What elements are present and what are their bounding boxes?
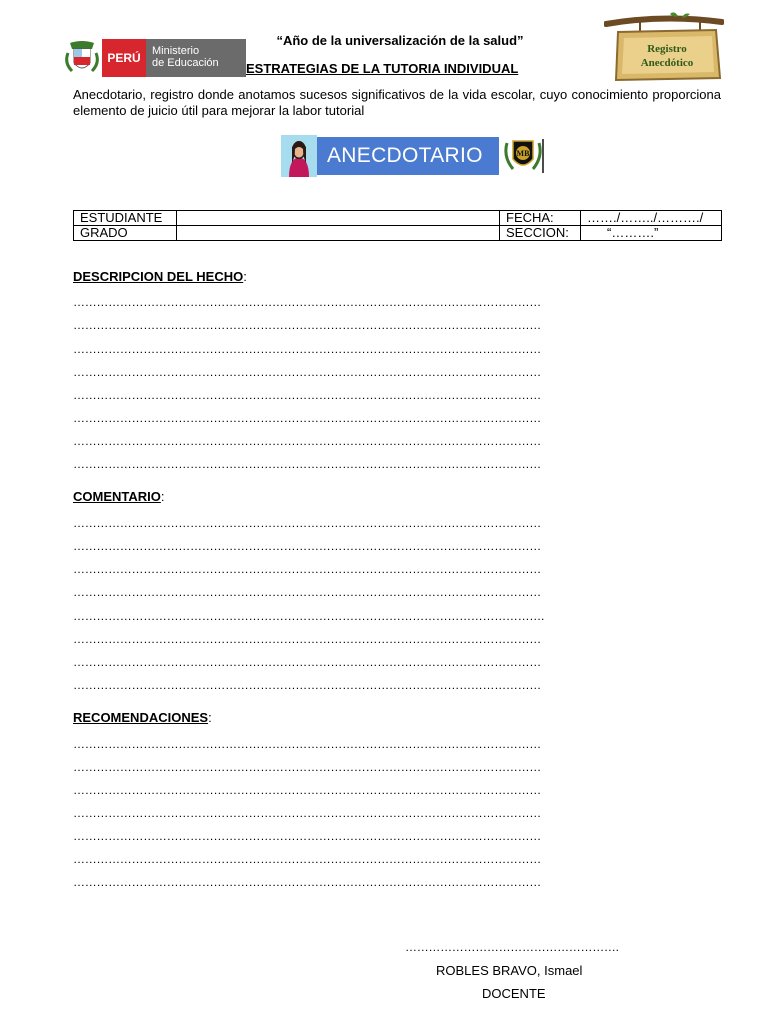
ministry-label <box>146 39 246 77</box>
recommendations-line[interactable]: ………………………………………………………………………………………………………… <box>73 738 542 750</box>
date-label: FECHA: <box>500 211 581 226</box>
school-emblem-icon <box>501 135 545 177</box>
table-row <box>74 226 722 241</box>
comment-heading <box>73 489 165 504</box>
sign-line-2: Anecdótico <box>640 57 694 69</box>
sign-line-1: Registro <box>647 43 687 55</box>
ministry-line-1: Ministerio <box>152 45 200 57</box>
recommendations-line[interactable]: ………………………………………………………………………………………………………… <box>73 853 542 865</box>
comment-line[interactable]: ………………………………………………………………………………………………………… <box>73 656 542 668</box>
description-line[interactable]: ………………………………………………………………………………………………………… <box>73 458 542 470</box>
coat-of-arms-icon <box>62 39 102 77</box>
ministry-line-2: de Educación <box>152 57 219 69</box>
grade-label: GRADO <box>74 226 177 241</box>
description-line[interactable]: ………………………………………………………………………………………………………… <box>73 366 542 378</box>
recommendations-heading-colon: : <box>208 710 212 725</box>
description-heading <box>73 269 247 284</box>
section-label: SECCION: <box>500 226 581 241</box>
description-line[interactable]: ………………………………………………………………………………………………………… <box>73 296 542 308</box>
teacher-name: ROBLES BRAVO, Ismael <box>436 963 583 978</box>
emblem-text: MB <box>516 149 530 158</box>
comment-line[interactable]: ………………………………………………………………………………………………………… <box>73 633 542 645</box>
comment-line[interactable]: ………………………………………………………………………………………………………… <box>73 586 542 598</box>
recommendations-line[interactable]: ………………………………………………………………………………………………………… <box>73 876 542 888</box>
teacher-role: DOCENTE <box>482 986 546 1001</box>
banner-title: ANECDOTARIO <box>317 137 499 175</box>
description-line[interactable]: ………………………………………………………………………………………………………… <box>73 319 542 331</box>
description-heading-text: DESCRIPCION DEL HECHO <box>73 269 244 284</box>
year-motto: “Año de la universalización de la salud” <box>276 33 524 48</box>
grade-field[interactable] <box>177 226 500 241</box>
recommendations-line[interactable]: ………………………………………………………………………………………………………… <box>73 830 542 842</box>
comment-line[interactable]: ………………………………………………………………………………………………………… <box>73 563 542 575</box>
description-line[interactable]: ………………………………………………………………………………………………………… <box>73 343 542 355</box>
student-info-table <box>73 210 722 241</box>
date-field[interactable]: ……./……../………./ <box>581 211 722 226</box>
description-line[interactable]: ………………………………………………………………………………………………………… <box>73 435 542 447</box>
comment-heading-text: COMENTARIO <box>73 489 161 504</box>
recommendations-line[interactable]: ………………………………………………………………………………………………………… <box>73 784 542 796</box>
anecdotario-banner <box>281 135 547 177</box>
ministry-logo <box>62 39 246 77</box>
comment-line[interactable]: …………………………………………………………………………………………………………. <box>73 610 545 622</box>
description-line[interactable]: ………………………………………………………………………………………………………… <box>73 389 542 401</box>
portrait-icon <box>281 135 317 177</box>
table-row <box>74 211 722 226</box>
comment-line[interactable]: ………………………………………………………………………………………………………… <box>73 540 542 552</box>
document-title: ESTRATEGIAS DE LA TUTORIA INDIVIDUAL <box>246 61 519 76</box>
peru-label: PERÚ <box>102 39 146 77</box>
intro-paragraph: Anecdotario, registro donde anotamos sucesos significativos de la vida escolar, cuyo conocimiento proporciona elemento de juicio útil para mejorar la labor tutorial <box>73 87 721 118</box>
recommendations-line[interactable]: ………………………………………………………………………………………………………… <box>73 761 542 773</box>
section-field[interactable]: “……….” <box>581 226 722 241</box>
comment-line[interactable]: ………………………………………………………………………………………………………… <box>73 679 542 691</box>
wooden-sign-icon <box>604 12 724 84</box>
comment-heading-colon: : <box>160 489 165 504</box>
description-heading-colon: : <box>243 269 247 284</box>
registro-anecdotico-sign <box>604 12 724 84</box>
recommendations-line[interactable]: ………………………………………………………………………………………………………… <box>73 807 542 819</box>
student-field[interactable] <box>177 211 500 226</box>
comment-line[interactable]: ………………………………………………………………………………………………………… <box>73 517 542 529</box>
recommendations-heading <box>73 710 212 725</box>
student-label: ESTUDIANTE <box>74 211 177 226</box>
signature-line[interactable]: ………………………………………………. <box>405 940 619 954</box>
description-line[interactable]: ………………………………………………………………………………………………………… <box>73 412 542 424</box>
recommendations-heading-text: RECOMENDACIONES <box>73 710 209 725</box>
